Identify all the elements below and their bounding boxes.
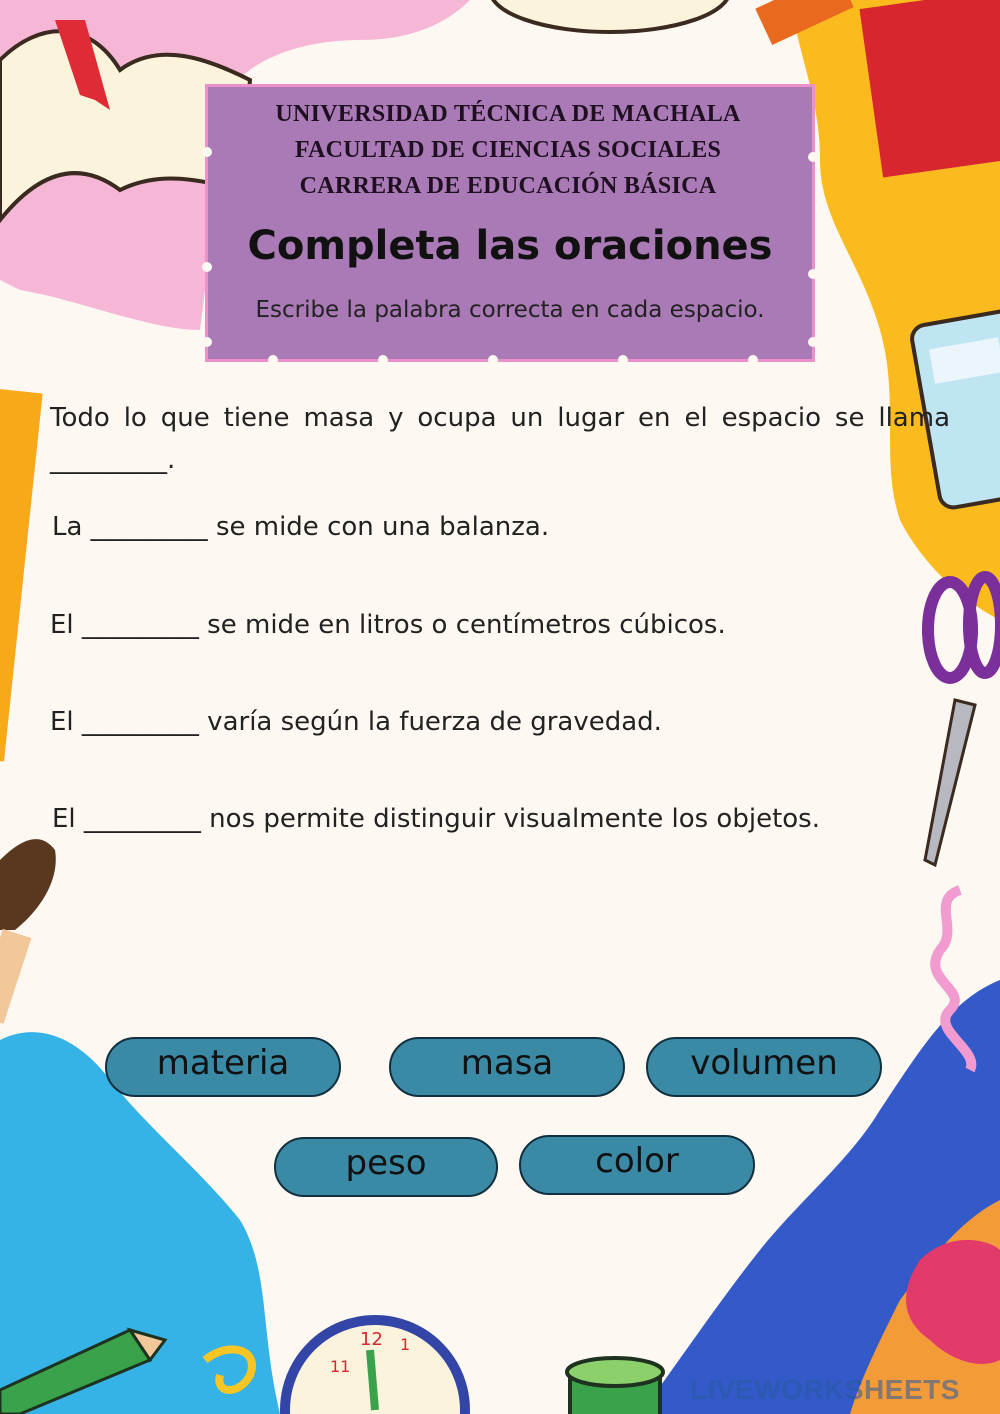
clock-icon <box>285 1320 465 1414</box>
sentence-4: El _________ varía según la fuerza de gravedad. <box>50 707 662 737</box>
sentence-1: Todo lo que tiene masa y ocupa un lugar en el espacio se llama _________. <box>50 403 950 475</box>
page-title: Completa las oraciones <box>247 223 773 269</box>
sentence-3: El _________ se mide en litros o centímetros cúbicos. <box>50 610 726 640</box>
svg-text:1: 1 <box>400 1335 411 1354</box>
sentence-2: La _________ se mide con una balanza. <box>52 512 550 542</box>
word-chip-materia[interactable]: materia <box>105 1037 341 1097</box>
header-box <box>205 84 815 362</box>
ruler-icon <box>0 389 43 762</box>
instructions: Escribe la palabra correcta en cada espacio. <box>255 297 765 323</box>
paint-jar-icon <box>567 1358 663 1414</box>
red-book-icon <box>859 0 1000 177</box>
watermark: LIVEWORKSHEETS <box>690 1374 960 1405</box>
sentence-5: El _________ nos permite distinguir visualmente los objetos. <box>52 804 820 834</box>
word-chip-peso[interactable]: peso <box>274 1137 498 1197</box>
word-chip-masa[interactable]: masa <box>389 1037 625 1097</box>
word-chip-color[interactable]: color <box>519 1135 755 1195</box>
paintbrush-icon <box>0 839 56 1024</box>
university-name: UNIVERSIDAD TÉCNICA DE MACHALA <box>275 101 741 127</box>
faculty-name: FACULTAD DE CIENCIAS SOCIALES <box>294 137 722 163</box>
scissors-icon <box>925 577 1000 865</box>
word-chip-volumen[interactable]: volumen <box>646 1037 882 1097</box>
career-name: CARRERA DE EDUCACIÓN BÁSICA <box>299 173 717 199</box>
svg-text:12: 12 <box>360 1329 383 1350</box>
svg-text:11: 11 <box>330 1357 351 1376</box>
paint-palette-icon <box>490 0 730 32</box>
